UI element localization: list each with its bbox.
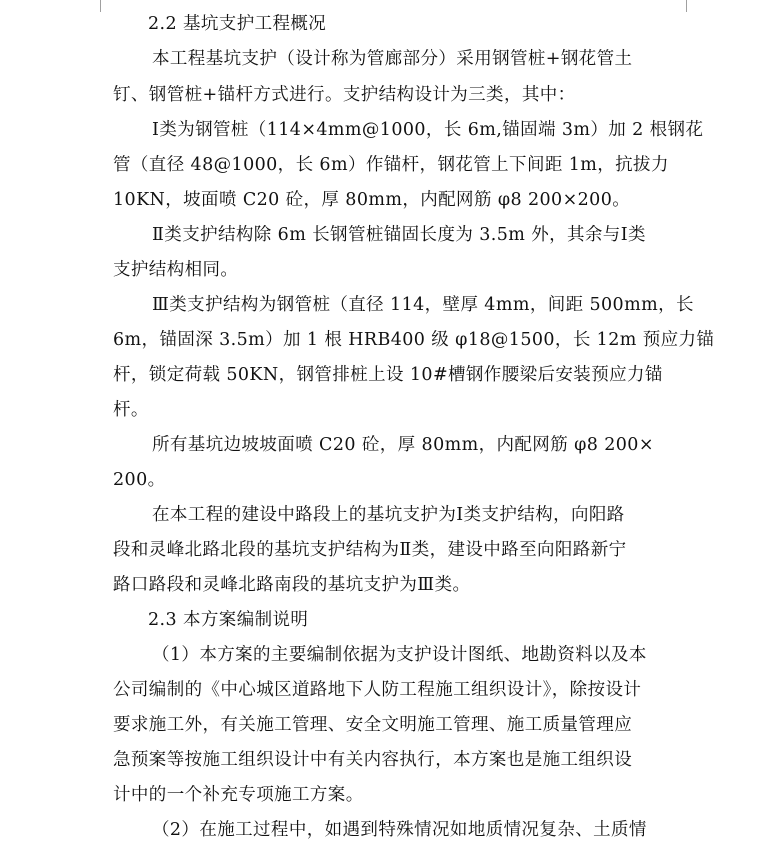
paragraph-line: （2）在施工过程中，如遇到特殊情况如地质情况复杂、土质情: [152, 820, 647, 840]
paragraph-line: 本工程基坑支护（设计称为管廊部分）采用钢管桩+钢花管土: [152, 49, 633, 69]
section-heading-2-3: 2.3 本方案编制说明: [148, 610, 309, 630]
paragraph-line: 公司编制的《中心城区道路地下人防工程施工组织设计》，除按设计: [113, 680, 642, 700]
paragraph-line: Ⅰ类为钢管桩（114×4mm@1000，长 6m,锚固端 3m）加 2 根钢花: [152, 120, 704, 140]
paragraph-line: 路口路段和灵峰北路南段的基坑支护为Ⅲ类。: [113, 575, 471, 595]
paragraph-line: 200。: [113, 470, 166, 490]
page-corner-mark-right: [686, 0, 699, 12]
paragraph-line: 杆，锁定荷载 50KN，钢管排桩上设 10#槽钢作腰梁后安装预应力锚: [113, 365, 663, 385]
paragraph-line: 段和灵峰北路北段的基坑支护结构为Ⅱ类，建设中路至向阳路新宁: [113, 540, 627, 560]
paragraph-line: 杆。: [113, 400, 149, 420]
paragraph-line: 计中的一个补充专项施工方案。: [113, 785, 364, 805]
paragraph-line: 要求施工外，有关施工管理、安全文明施工管理、施工质量管理应: [113, 715, 633, 735]
paragraph-line: 在本工程的建设中路段上的基坑支护为Ⅰ类支护结构，向阳路: [152, 505, 625, 525]
paragraph-line: 10KN，坡面喷 C20 砼，厚 80mm，内配网筋 φ8 200×200。: [113, 190, 631, 210]
paragraph-line: 支护结构相同。: [113, 260, 239, 280]
paragraph-line: 所有基坑边坡坡面喷 C20 砼，厚 80mm，内配网筋 φ8 200×: [152, 435, 654, 455]
page-corner-mark-left: [88, 0, 101, 12]
section-heading-2-2: 2.2 基坑支护工程概况: [148, 14, 327, 34]
paragraph-line: Ⅲ类支护结构为钢管桩（直径 114，壁厚 4mm，间距 500mm，长: [152, 295, 694, 315]
paragraph-line: Ⅱ类支护结构除 6m 长钢管桩锚固长度为 3.5m 外，其余与Ⅰ类: [152, 225, 646, 245]
paragraph-line: 6m，锚固深 3.5m）加 1 根 HRB400 级 φ18@1500，长 12m 预应力锚: [113, 330, 715, 350]
paragraph-line: 管（直径 48@1000，长 6m）作锚杆，钢花管上下间距 1m，抗拔力: [113, 155, 669, 175]
paragraph-line: 钉、钢管桩+锚杆方式进行。支护结构设计为三类，其中：: [113, 85, 576, 105]
paragraph-line: 急预案等按施工组织设计中有关内容执行，本方案也是施工组织设: [113, 750, 633, 770]
paragraph-line: （1）本方案的主要编制依据为支护设计图纸、地勘资料以及本: [152, 645, 647, 665]
